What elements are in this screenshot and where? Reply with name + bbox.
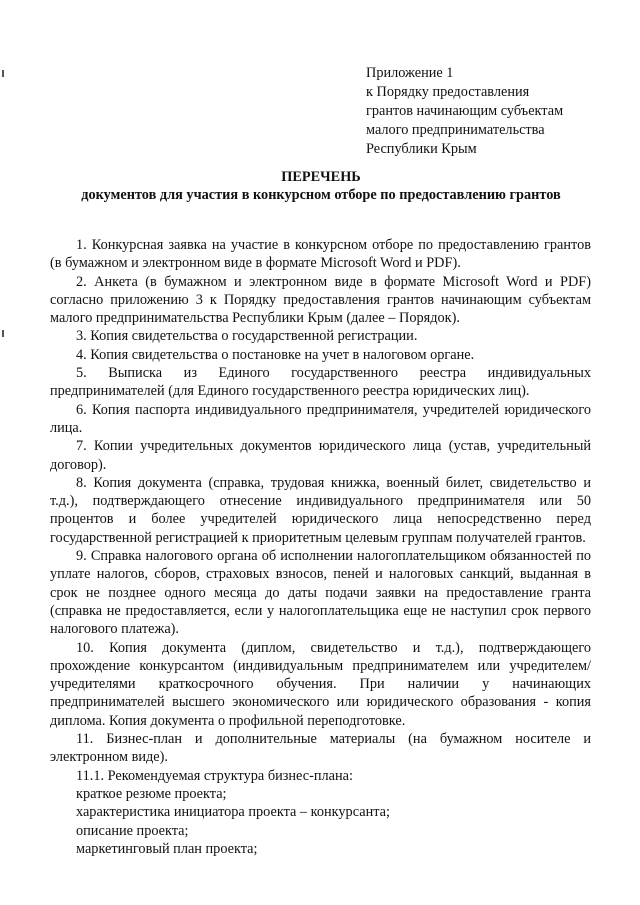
document-body — [50, 236, 591, 858]
appendix-line: Приложение 1 — [366, 65, 454, 81]
list-item: 6. Копия паспорта индивидуального предпринимателя, учредителей юридического лица. — [50, 401, 591, 436]
list-item: 2. Анкета (в бумажном и электронном виде в формате Microsoft Word и PDF) согласно приложению 3 к Порядку предоставления грантов начинающим субъектам малого предпринимательства Республики Крым (далее – Порядок). — [50, 273, 591, 327]
list-item: 5. Выписка из Единого государственного реестра индивидуальных предпринимателей (для Единого государственного реестра юридических лиц). — [50, 365, 591, 400]
sub-item: краткое резюме проекта; — [76, 785, 227, 802]
scan-mark — [2, 330, 4, 337]
list-item: 9. Справка налогового органа об исполнении налогоплательщиком обязанностей по уплате налогов, сборов, страховых взносов, пеней и налоговых санкций, выданная в срок не позднее одного месяца до даты подачи заявки на предоставление гранта (справка не предоставляется, если у налогоплательщика еще не наступил срок первого налогового платежа). — [50, 548, 591, 638]
sub-item: характеристика инициатора проекта – конкурсанта; — [76, 804, 390, 821]
scan-mark — [2, 70, 4, 77]
sub-item: маркетинговый план проекта; — [76, 840, 258, 857]
appendix-line: грантов начинающим субъектам — [366, 103, 564, 119]
appendix-line: к Порядку предоставления — [366, 84, 530, 100]
appendix-line: Республики Крым — [366, 141, 477, 157]
list-item: 7. Копии учредительных документов юридического лица (устав, учредительный договор). — [50, 438, 591, 473]
list-item: 11. Бизнес-план и дополнительные материалы (на бумажном носителе и электронном виде). — [50, 731, 591, 766]
list-item: 3. Копия свидетельства о государственной регистрации. — [76, 328, 418, 345]
document-title: ПЕРЕЧЕНЬ — [281, 169, 361, 185]
document-heading — [54, 168, 588, 204]
list-item: 4. Копия свидетельства о постановке на учет в налоговом органе. — [76, 346, 475, 363]
appendix-block — [366, 64, 628, 159]
list-item: 10. Копия документа (диплом, свидетельство и т.д.), подтверждающего прохождение конкурсантом (индивидуальным предпринимателем или учредителем/учредителями краткосрочного обучения. При наличии у начинающих предпринимателей высшего экономического или юридического образования - копия диплома. Копия документа о профильной переподготовке. — [50, 639, 591, 729]
sub-item: 11.1. Рекомендуемая структура бизнес-плана: — [76, 767, 353, 784]
list-item: 8. Копия документа (справка, трудовая книжка, военный билет, свидетельство и т.д.), подтверждающего отнесение индивидуального предпринимателя или 50 процентов и более учредителей юридического лица непосредственно перед государственной регистрацией к приоритетным целевым группам получателей грантов. — [50, 474, 591, 546]
list-item: 1. Конкурсная заявка на участие в конкурсном отборе по предоставлению грантов (в бумажном и электронном виде в формате Microsoft Word и PDF). — [50, 237, 591, 272]
appendix-line: малого предпринимательства — [366, 122, 545, 138]
sub-item: описание проекта; — [76, 822, 189, 839]
document-subtitle: документов для участия в конкурсном отборе по предоставлению грантов — [81, 187, 561, 203]
